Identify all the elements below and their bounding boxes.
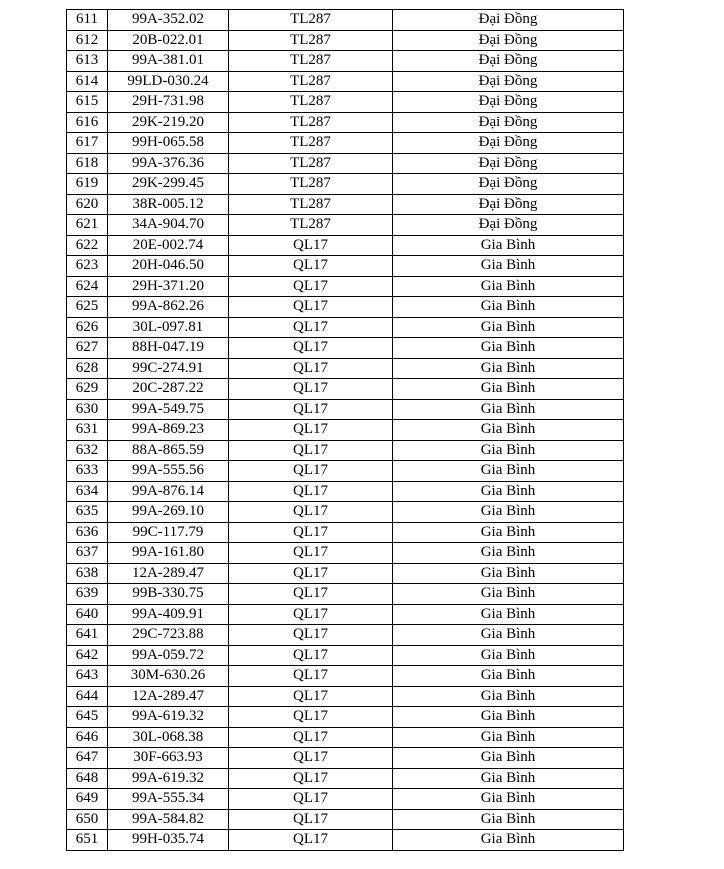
road-cell: QL17	[229, 461, 393, 482]
row-number-cell: 631	[67, 420, 108, 441]
row-number-cell: 613	[67, 51, 108, 72]
location-cell: Gia Bình	[393, 768, 624, 789]
location-cell: Gia Bình	[393, 256, 624, 277]
row-number-cell: 623	[67, 256, 108, 277]
location-cell: Gia Bình	[393, 809, 624, 830]
location-cell: Gia Bình	[393, 789, 624, 810]
road-cell: QL17	[229, 604, 393, 625]
row-number-cell: 628	[67, 358, 108, 379]
table-row	[67, 707, 624, 728]
license-plate-cell: 29C-723.88	[108, 625, 229, 646]
license-plate-cell: 99H-065.58	[108, 133, 229, 154]
location-cell: Gia Bình	[393, 317, 624, 338]
road-cell: QL17	[229, 625, 393, 646]
location-cell: Gia Bình	[393, 481, 624, 502]
table-row	[67, 768, 624, 789]
table-row	[67, 194, 624, 215]
license-plate-cell: 30L-097.81	[108, 317, 229, 338]
row-number-cell: 612	[67, 30, 108, 51]
road-cell: QL17	[229, 379, 393, 400]
row-number-cell: 621	[67, 215, 108, 236]
location-cell: Gia Bình	[393, 666, 624, 687]
license-plate-cell: 20H-046.50	[108, 256, 229, 277]
location-cell: Đại Đồng	[393, 30, 624, 51]
row-number-cell: 644	[67, 686, 108, 707]
license-plate-cell: 99C-117.79	[108, 522, 229, 543]
table-row	[67, 686, 624, 707]
row-number-cell: 620	[67, 194, 108, 215]
row-number-cell: 642	[67, 645, 108, 666]
license-plate-cell: 30L-068.38	[108, 727, 229, 748]
location-cell: Gia Bình	[393, 338, 624, 359]
location-cell: Đại Đồng	[393, 174, 624, 195]
license-plate-cell: 99B-330.75	[108, 584, 229, 605]
row-number-cell: 611	[67, 10, 108, 31]
license-plate-cell: 99LD-030.24	[108, 71, 229, 92]
license-plate-cell: 99A-549.75	[108, 399, 229, 420]
row-number-cell: 618	[67, 153, 108, 174]
row-number-cell: 636	[67, 522, 108, 543]
table-row	[67, 604, 624, 625]
license-plate-cell: 20B-022.01	[108, 30, 229, 51]
license-plate-cell: 99A-269.10	[108, 502, 229, 523]
road-cell: QL17	[229, 768, 393, 789]
row-number-cell: 637	[67, 543, 108, 564]
location-cell: Gia Bình	[393, 727, 624, 748]
location-cell: Đại Đồng	[393, 92, 624, 113]
road-cell: QL17	[229, 686, 393, 707]
table-row	[67, 543, 624, 564]
row-number-cell: 634	[67, 481, 108, 502]
table-row	[67, 256, 624, 277]
row-number-cell: 626	[67, 317, 108, 338]
road-cell: QL17	[229, 420, 393, 441]
road-cell: QL17	[229, 830, 393, 851]
location-cell: Đại Đồng	[393, 10, 624, 31]
table-row	[67, 10, 624, 31]
road-cell: QL17	[229, 399, 393, 420]
location-cell: Gia Bình	[393, 440, 624, 461]
table-row	[67, 809, 624, 830]
location-cell: Gia Bình	[393, 420, 624, 441]
road-cell: TL287	[229, 51, 393, 72]
license-plate-cell: 99A-619.32	[108, 707, 229, 728]
road-cell: TL287	[229, 153, 393, 174]
table-row	[67, 215, 624, 236]
license-plate-cell: 99C-274.91	[108, 358, 229, 379]
road-cell: TL287	[229, 10, 393, 31]
table-row	[67, 297, 624, 318]
road-cell: QL17	[229, 727, 393, 748]
table-row	[67, 317, 624, 338]
table-row	[67, 645, 624, 666]
location-cell: Đại Đồng	[393, 51, 624, 72]
road-cell: QL17	[229, 522, 393, 543]
road-cell: TL287	[229, 112, 393, 133]
license-plate-cell: 20E-002.74	[108, 235, 229, 256]
table-body	[67, 10, 624, 851]
row-number-cell: 627	[67, 338, 108, 359]
table-row	[67, 748, 624, 769]
road-cell: QL17	[229, 789, 393, 810]
row-number-cell: 633	[67, 461, 108, 482]
row-number-cell: 651	[67, 830, 108, 851]
table-row	[67, 625, 624, 646]
license-plate-cell: 99A-869.23	[108, 420, 229, 441]
row-number-cell: 643	[67, 666, 108, 687]
road-cell: TL287	[229, 215, 393, 236]
table-row	[67, 358, 624, 379]
location-cell: Đại Đồng	[393, 112, 624, 133]
license-plate-cell: 99A-876.14	[108, 481, 229, 502]
row-number-cell: 622	[67, 235, 108, 256]
license-plate-cell: 99A-555.34	[108, 789, 229, 810]
road-cell: QL17	[229, 235, 393, 256]
violations-table	[66, 9, 624, 851]
location-cell: Gia Bình	[393, 399, 624, 420]
row-number-cell: 624	[67, 276, 108, 297]
row-number-cell: 630	[67, 399, 108, 420]
table-row	[67, 92, 624, 113]
road-cell: QL17	[229, 748, 393, 769]
license-plate-cell: 99A-352.02	[108, 10, 229, 31]
road-cell: QL17	[229, 666, 393, 687]
table-row	[67, 420, 624, 441]
row-number-cell: 641	[67, 625, 108, 646]
location-cell: Gia Bình	[393, 686, 624, 707]
table-row	[67, 133, 624, 154]
road-cell: QL17	[229, 317, 393, 338]
license-plate-cell: 29K-219.20	[108, 112, 229, 133]
license-plate-cell: 88A-865.59	[108, 440, 229, 461]
license-plate-cell: 99A-584.82	[108, 809, 229, 830]
row-number-cell: 648	[67, 768, 108, 789]
table-row	[67, 153, 624, 174]
row-number-cell: 638	[67, 563, 108, 584]
road-cell: QL17	[229, 563, 393, 584]
location-cell: Gia Bình	[393, 461, 624, 482]
license-plate-cell: 12A-289.47	[108, 563, 229, 584]
road-cell: QL17	[229, 276, 393, 297]
table-row	[67, 481, 624, 502]
location-cell: Gia Bình	[393, 502, 624, 523]
road-cell: QL17	[229, 256, 393, 277]
license-plate-cell: 99A-059.72	[108, 645, 229, 666]
road-cell: QL17	[229, 809, 393, 830]
table-row	[67, 379, 624, 400]
road-cell: TL287	[229, 133, 393, 154]
table-row	[67, 399, 624, 420]
location-cell: Gia Bình	[393, 604, 624, 625]
row-number-cell: 647	[67, 748, 108, 769]
road-cell: QL17	[229, 543, 393, 564]
license-plate-cell: 99A-376.36	[108, 153, 229, 174]
row-number-cell: 646	[67, 727, 108, 748]
location-cell: Gia Bình	[393, 358, 624, 379]
road-cell: QL17	[229, 707, 393, 728]
table-row	[67, 71, 624, 92]
row-number-cell: 617	[67, 133, 108, 154]
row-number-cell: 639	[67, 584, 108, 605]
license-plate-cell: 99A-409.91	[108, 604, 229, 625]
row-number-cell: 615	[67, 92, 108, 113]
license-plate-cell: 99A-161.80	[108, 543, 229, 564]
table-row	[67, 30, 624, 51]
row-number-cell: 645	[67, 707, 108, 728]
road-cell: QL17	[229, 481, 393, 502]
table-row	[67, 584, 624, 605]
road-cell: TL287	[229, 92, 393, 113]
road-cell: QL17	[229, 502, 393, 523]
location-cell: Gia Bình	[393, 297, 624, 318]
table-row	[67, 276, 624, 297]
row-number-cell: 614	[67, 71, 108, 92]
location-cell: Đại Đồng	[393, 71, 624, 92]
table-row	[67, 522, 624, 543]
license-plate-cell: 34A-904.70	[108, 215, 229, 236]
road-cell: TL287	[229, 30, 393, 51]
location-cell: Gia Bình	[393, 276, 624, 297]
location-cell: Đại Đồng	[393, 194, 624, 215]
location-cell: Gia Bình	[393, 625, 624, 646]
table-row	[67, 461, 624, 482]
license-plate-cell: 29K-299.45	[108, 174, 229, 195]
table-row	[67, 174, 624, 195]
road-cell: TL287	[229, 174, 393, 195]
row-number-cell: 635	[67, 502, 108, 523]
table-row	[67, 666, 624, 687]
license-plate-cell: 99H-035.74	[108, 830, 229, 851]
table-row	[67, 112, 624, 133]
table-row	[67, 51, 624, 72]
location-cell: Gia Bình	[393, 584, 624, 605]
road-cell: QL17	[229, 645, 393, 666]
location-cell: Gia Bình	[393, 645, 624, 666]
license-plate-cell: 29H-371.20	[108, 276, 229, 297]
row-number-cell: 616	[67, 112, 108, 133]
location-cell: Đại Đồng	[393, 153, 624, 174]
row-number-cell: 619	[67, 174, 108, 195]
location-cell: Gia Bình	[393, 830, 624, 851]
license-plate-cell: 99A-381.01	[108, 51, 229, 72]
location-cell: Gia Bình	[393, 543, 624, 564]
table-row	[67, 563, 624, 584]
location-cell: Gia Bình	[393, 522, 624, 543]
location-cell: Gia Bình	[393, 748, 624, 769]
license-plate-cell: 99A-862.26	[108, 297, 229, 318]
license-plate-cell: 38R-005.12	[108, 194, 229, 215]
table-row	[67, 830, 624, 851]
table-row	[67, 502, 624, 523]
location-cell: Đại Đồng	[393, 215, 624, 236]
license-plate-cell: 12A-289.47	[108, 686, 229, 707]
row-number-cell: 632	[67, 440, 108, 461]
road-cell: TL287	[229, 194, 393, 215]
road-cell: QL17	[229, 584, 393, 605]
license-plate-cell: 99A-619.32	[108, 768, 229, 789]
license-plate-cell: 99A-555.56	[108, 461, 229, 482]
license-plate-cell: 30F-663.93	[108, 748, 229, 769]
location-cell: Đại Đồng	[393, 133, 624, 154]
table-row	[67, 789, 624, 810]
row-number-cell: 625	[67, 297, 108, 318]
table-row	[67, 440, 624, 461]
location-cell: Gia Bình	[393, 707, 624, 728]
location-cell: Gia Bình	[393, 235, 624, 256]
road-cell: QL17	[229, 338, 393, 359]
row-number-cell: 649	[67, 789, 108, 810]
row-number-cell: 650	[67, 809, 108, 830]
license-plate-cell: 88H-047.19	[108, 338, 229, 359]
row-number-cell: 629	[67, 379, 108, 400]
table-row	[67, 235, 624, 256]
license-plate-cell: 30M-630.26	[108, 666, 229, 687]
license-plate-cell: 29H-731.98	[108, 92, 229, 113]
road-cell: QL17	[229, 358, 393, 379]
location-cell: Gia Bình	[393, 563, 624, 584]
road-cell: QL17	[229, 297, 393, 318]
location-cell: Gia Bình	[393, 379, 624, 400]
license-plate-cell: 20C-287.22	[108, 379, 229, 400]
table-row	[67, 338, 624, 359]
row-number-cell: 640	[67, 604, 108, 625]
road-cell: TL287	[229, 71, 393, 92]
table-row	[67, 727, 624, 748]
road-cell: QL17	[229, 440, 393, 461]
